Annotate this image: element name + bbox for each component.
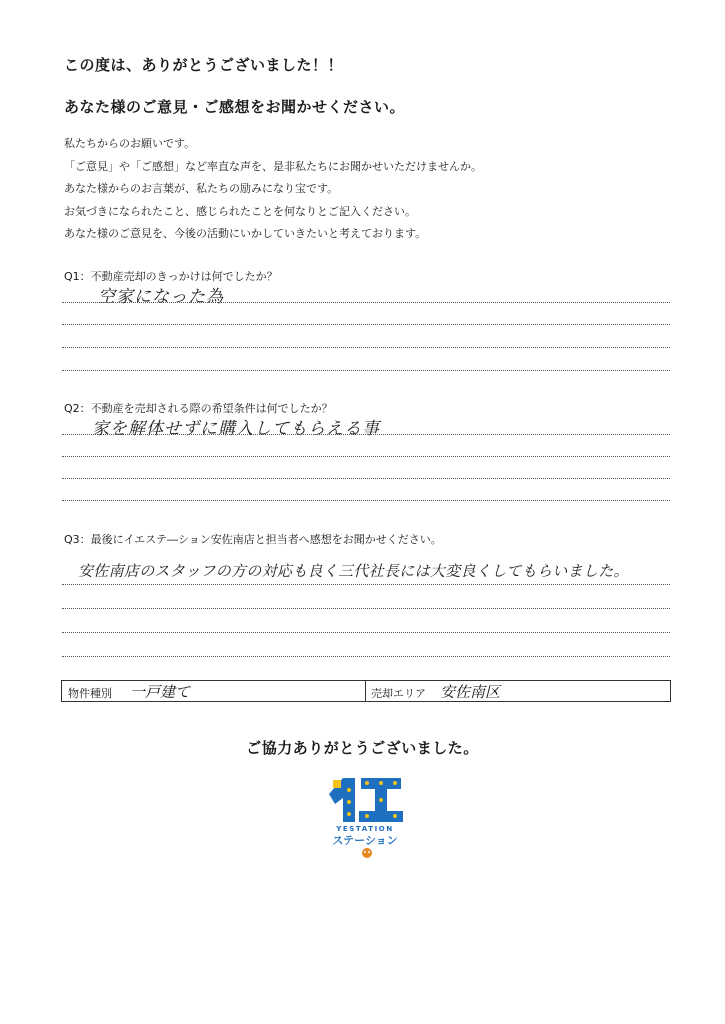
- answer-line: [62, 347, 670, 348]
- thanks-message: ご協力ありがとうございました。: [246, 739, 479, 757]
- logo-name-text: ステーション: [332, 834, 398, 847]
- page-subtitle: あなた様のご意見・ご感想をお聞かせください。: [64, 98, 406, 116]
- intro-line: あなた様のご意見を、今後の活動にいかしていきたいと考えております。: [64, 227, 427, 240]
- intro-line: お気づきになられたこと、感じられたことを何なりとご記入ください。: [64, 204, 416, 218]
- question-2-answer: 家を解体せずに購入してもらえる事: [92, 419, 380, 439]
- answer-line: [62, 324, 670, 325]
- intro-line: 「ご意見」や「ご感想」など率直な声を、是非私たちにお聞かせいただけませんか。: [64, 159, 482, 173]
- question-2-label: Q2：不動産を売却される際の希望条件は何でしたか？: [64, 402, 333, 415]
- answer-line: [62, 632, 670, 633]
- answer-line: [62, 500, 670, 501]
- answer-line: [62, 370, 670, 371]
- intro-text: [64, 133, 482, 246]
- property-type-label: 物件種別: [68, 687, 112, 700]
- logo-sub-text: YESTATION: [336, 825, 394, 833]
- intro-line: 私たちからのお願いです。: [64, 137, 196, 150]
- summary-box: [61, 680, 671, 702]
- logo-e-glyph: [359, 778, 403, 822]
- logo-i-glyph: [329, 778, 355, 822]
- area-value: 安佐南区: [440, 683, 501, 701]
- question-3-label: Q3：最後にイエステ―ション安佐南店と担当者へ感想をお聞かせください。: [64, 533, 442, 546]
- answer-line: [62, 456, 670, 457]
- question-1-answer: 空家になった為: [98, 287, 224, 307]
- question-1-label: Q1：不動産売却のきっかけは何でしたか？: [64, 270, 278, 283]
- page-title: この度は、ありがとうございました！！: [64, 56, 344, 74]
- answer-line: [62, 434, 670, 435]
- answer-line: [62, 584, 670, 585]
- yestation-logo: [325, 772, 405, 860]
- intro-line: あなた様からのお言葉が、私たちの励みになり宝です。: [64, 182, 339, 195]
- answer-line: [62, 478, 670, 479]
- logo-mascot-icon: [362, 848, 372, 858]
- answer-line: [62, 656, 670, 657]
- property-type-value: 一戸建て: [130, 683, 191, 701]
- question-3-answer: 安佐南店のスタッフの方の対応も良く三代社長には大変良くしてもらいました。: [78, 562, 629, 580]
- area-label: 売却エリア: [371, 687, 426, 700]
- answer-line: [62, 302, 670, 303]
- answer-line: [62, 608, 670, 609]
- summary-divider: [365, 681, 366, 701]
